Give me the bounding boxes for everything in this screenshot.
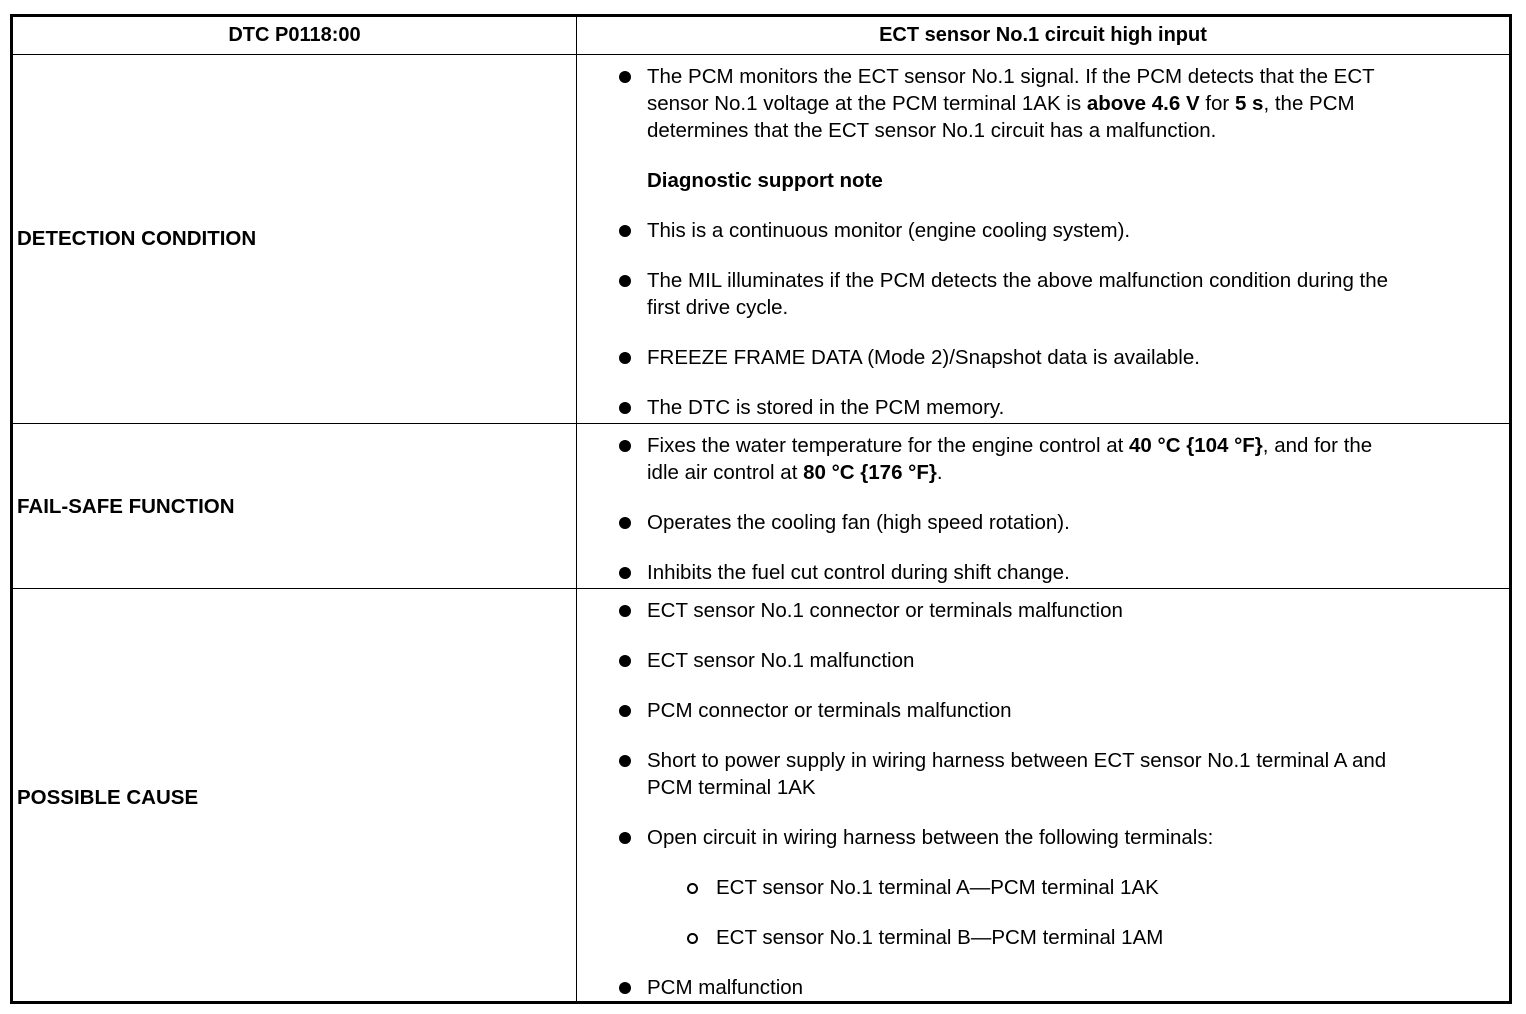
detection-b3-line2: first drive cycle. [647, 296, 789, 319]
header-dtc-title: ECT sensor No.1 circuit high input [879, 24, 1207, 46]
bullet-icon [619, 567, 631, 579]
cause-b6: PCM malfunction [647, 976, 804, 999]
detection-b2: This is a continuous monitor (engine cooling system). [647, 219, 1131, 242]
detection-b1-line1: The PCM monitors the ECT sensor No.1 signal. If the PCM detects that the ECT [647, 65, 1375, 88]
cause-sub1: ECT sensor No.1 terminal A—PCM terminal 1AK [716, 876, 1159, 899]
header-dtc-code: DTC P0118:00 [228, 24, 361, 46]
bullet-icon [619, 655, 631, 667]
detection-b5: The DTC is stored in the PCM memory. [647, 396, 1005, 419]
cause-b3: PCM connector or terminals malfunction [647, 699, 1012, 722]
bullet-icon [619, 832, 631, 844]
label-detection-condition: DETECTION CONDITION [17, 227, 257, 250]
failsafe-b3: Inhibits the fuel cut control during shift change. [647, 561, 1070, 584]
dtc-table [10, 14, 1512, 1004]
column-divider [576, 17, 577, 1001]
cause-b4-line1: Short to power supply in wiring harness between ECT sensor No.1 terminal A and [647, 749, 1387, 772]
bullet-icon [619, 705, 631, 717]
failsafe-b1-line1: Fixes the water temperature for the engine control at 40 °C {104 °F}, and for the [647, 434, 1373, 457]
label-possible-cause: POSSIBLE CAUSE [17, 786, 199, 809]
bullet-icon [619, 275, 631, 287]
bullet-icon [619, 605, 631, 617]
detection-b3-line1: The MIL illuminates if the PCM detects the above malfunction condition during the [647, 269, 1389, 292]
cause-sub2: ECT sensor No.1 terminal B—PCM terminal 1AM [716, 926, 1164, 949]
cause-b2: ECT sensor No.1 malfunction [647, 649, 915, 672]
diagnostic-support-note-title: Diagnostic support note [647, 169, 883, 192]
row-divider-1 [13, 423, 1509, 424]
cause-b4-line2: PCM terminal 1AK [647, 776, 816, 799]
bullet-icon [619, 71, 631, 83]
failsafe-b1-line2: idle air control at 80 °C {176 °F}. [647, 461, 943, 484]
cause-b1: ECT sensor No.1 connector or terminals malfunction [647, 599, 1123, 622]
hollow-bullet-icon [687, 883, 698, 894]
detection-b4: FREEZE FRAME DATA (Mode 2)/Snapshot data is available. [647, 346, 1200, 369]
detection-b1-line2: sensor No.1 voltage at the PCM terminal 1AK is above 4.6 V for 5 s, the PCM [647, 92, 1355, 115]
hollow-bullet-icon [687, 933, 698, 944]
failsafe-b2: Operates the cooling fan (high speed rotation). [647, 511, 1070, 534]
header-divider [13, 54, 1509, 55]
cause-b5: Open circuit in wiring harness between the following terminals: [647, 826, 1214, 849]
bullet-icon [619, 755, 631, 767]
label-fail-safe-function: FAIL-SAFE FUNCTION [17, 495, 235, 518]
row-divider-2 [13, 588, 1509, 589]
detection-b1-line3: determines that the ECT sensor No.1 circuit has a malfunction. [647, 119, 1217, 142]
bullet-icon [619, 982, 631, 994]
bullet-icon [619, 440, 631, 452]
bullet-icon [619, 225, 631, 237]
bullet-icon [619, 402, 631, 414]
bullet-icon [619, 352, 631, 364]
bullet-icon [619, 517, 631, 529]
